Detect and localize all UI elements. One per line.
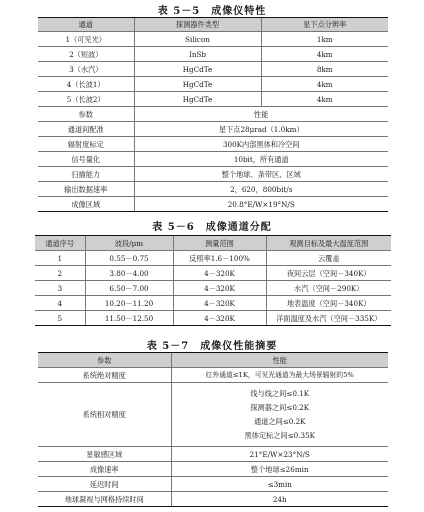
table2-cell: 地表温度（空间－340K） — [266, 296, 391, 311]
table-row — [35, 281, 391, 296]
table-row — [38, 368, 388, 383]
table2-cell: 11.50－12.50 — [85, 311, 173, 326]
table1-param-header-row — [38, 107, 388, 122]
table2-cell: 反照率1.6－100% — [173, 251, 266, 266]
imaging-channel-table — [35, 235, 391, 326]
table3-value-list — [171, 383, 388, 447]
table1-param-value: 10bit，所有通道 — [134, 152, 388, 167]
table1-cell: 4（长波1） — [38, 77, 134, 92]
table1-cell: 3（水汽） — [38, 62, 134, 77]
table3-param: 成像速率 — [38, 462, 171, 477]
table-row — [38, 77, 388, 92]
table-row — [38, 182, 388, 197]
imager-performance-table — [38, 352, 388, 507]
table3-value: 整个地球≤26min — [171, 462, 388, 477]
table1-param: 信号量化 — [38, 152, 134, 167]
table2-cell: 6.50－7.00 — [85, 281, 173, 296]
table1-cell: 4km — [261, 77, 388, 92]
table-row — [38, 137, 388, 152]
table1-cell: HgCdTe — [134, 77, 261, 92]
table3-value-line: 黑体定标之间≤0.35K — [244, 430, 316, 440]
table3-param: 延迟时间 — [38, 477, 171, 492]
table2-cell: 10.20－11.20 — [85, 296, 173, 311]
table3-header-row — [38, 353, 388, 368]
table3-header-perf: 性能 — [171, 353, 388, 368]
table3-value: 21°E/W×23°N/S — [171, 447, 388, 462]
table3-value-line: 线与线之间≤0.1K — [250, 388, 310, 398]
table1-cell: 4km — [261, 47, 388, 62]
table3-param: 系统相对精度 — [38, 383, 171, 447]
table3-param: 地球凝视与网格持续时间 — [38, 492, 171, 507]
table2-cell: 0.55－0.75 — [85, 251, 173, 266]
table-row — [38, 32, 388, 47]
table1-param: 通道间配准 — [38, 122, 134, 137]
table1-cell: 4km — [261, 92, 388, 107]
table-row — [35, 296, 391, 311]
table3-value-line: 通道之间≤0.2K — [253, 416, 306, 426]
table2-cell: 4－320K — [173, 296, 266, 311]
table1-param-value: 整个地球、条带区、区域 — [134, 167, 388, 182]
table1-cell: 1km — [261, 32, 388, 47]
table2-cell: 5 — [35, 311, 85, 326]
table1-param-value: 20.8°E/W×19°N/S — [134, 197, 388, 212]
table3-param: 系统绝对精度 — [38, 368, 171, 383]
table3-value: 红外通道≤1K，可见光通道为最大场景辐射的5% — [171, 368, 388, 383]
table2-title: 表 5－6 成像通道分配 — [152, 222, 272, 233]
table2-cell: 4－320K — [173, 311, 266, 326]
table-row — [38, 62, 388, 77]
table2-cell: 4－320K — [173, 266, 266, 281]
table-row — [38, 167, 388, 182]
table1-cell: 2（短波） — [38, 47, 134, 62]
table2-cell: 4－320K — [173, 281, 266, 296]
table2-cell: 3.80－4.00 — [85, 266, 173, 281]
table-row — [38, 383, 388, 447]
table2-cell: 4 — [35, 296, 85, 311]
imager-characteristics-table — [38, 17, 388, 212]
table3-value: 24h — [171, 492, 388, 507]
table1-param-value: 300K内部黑体和冷空间 — [134, 137, 388, 152]
table-row — [35, 251, 391, 266]
table1-cell: InSb — [134, 47, 261, 62]
table2-cell: 水汽（空间－290K） — [266, 281, 391, 296]
table-row — [38, 197, 388, 212]
table2-header-channel: 通道序号 — [35, 236, 85, 251]
table1-param-value: 星下点28μrad（1.0km） — [134, 122, 388, 137]
table2-cell: 夜间云层（空间－340K） — [266, 266, 391, 281]
table1-param: 扫描能力 — [38, 167, 134, 182]
table1-param-header: 参数 — [38, 107, 134, 122]
table-row — [38, 122, 388, 137]
table2-header-target: 观测目标及最大温度范围 — [266, 236, 391, 251]
table1-perf-header: 性能 — [134, 107, 388, 122]
table2-header-band: 波段/μm — [85, 236, 173, 251]
table-row — [38, 152, 388, 167]
table-row — [35, 266, 391, 281]
table2-cell: 3 — [35, 281, 85, 296]
table2-cell: 1 — [35, 251, 85, 266]
table3-value-line: 探测器之间≤0.2K — [250, 402, 310, 412]
table-row — [38, 47, 388, 62]
table3-param: 星敏感区域 — [38, 447, 171, 462]
table2-cell: 洋面温度及水汽（空间－335K） — [266, 311, 391, 326]
table-row — [38, 492, 388, 507]
table1-header-channel: 通道 — [38, 18, 134, 32]
table-row — [38, 92, 388, 107]
table1-cell: HgCdTe — [134, 62, 261, 77]
table-row — [38, 462, 388, 477]
table1-cell: HgCdTe — [134, 92, 261, 107]
table-row — [38, 447, 388, 462]
table2-header-row — [35, 236, 391, 251]
table3-title: 表 5－7 成像仪性能摘要 — [146, 341, 278, 352]
table1-header-detector: 探测器件类型 — [134, 18, 261, 32]
table1-param: 输出数据速率 — [38, 182, 134, 197]
table1-cell: 8km — [261, 62, 388, 77]
table1-title: 表 5－5 成像仪特性 — [157, 6, 267, 17]
table1-cell: Silicon — [134, 32, 261, 47]
table1-header-row — [38, 18, 388, 32]
table1-cell: 5（长波2） — [38, 92, 134, 107]
table2-cell: 云覆盖 — [266, 251, 391, 266]
table1-header-resolution: 星下点分辨率 — [261, 18, 388, 32]
table3-value: ≤3min — [171, 477, 388, 492]
table1-param-value: 2，620，800bit/s — [134, 182, 388, 197]
table1-cell: 1（可见光） — [38, 32, 134, 47]
table2-cell: 2 — [35, 266, 85, 281]
table3-header-param: 参数 — [38, 353, 171, 368]
table1-param: 辐射度标定 — [38, 137, 134, 152]
table-row — [35, 311, 391, 326]
table-row — [38, 477, 388, 492]
table2-header-range: 测量范围 — [173, 236, 266, 251]
table1-param: 成像区域 — [38, 197, 134, 212]
